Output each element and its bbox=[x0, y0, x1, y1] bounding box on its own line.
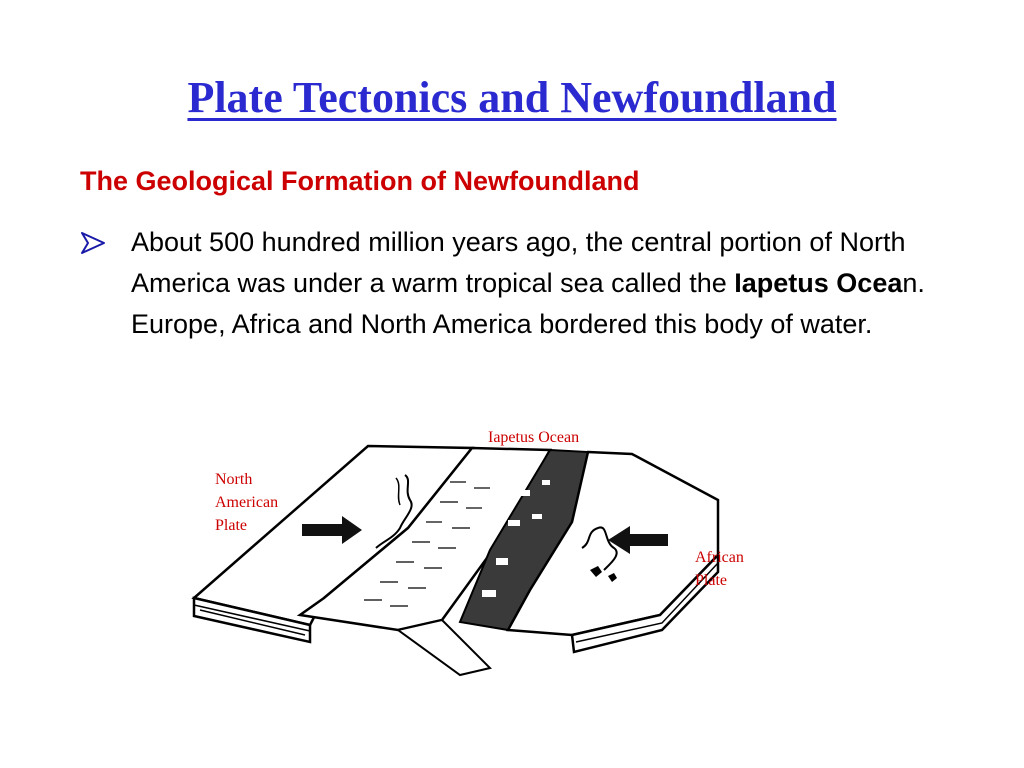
slide-title bbox=[0, 70, 1024, 126]
label-african-plate bbox=[695, 546, 775, 592]
slide-title-text: Plate Tectonics and Newfoundland bbox=[187, 73, 837, 122]
slide-subtitle: The Geological Formation of Newfoundland bbox=[80, 166, 640, 196]
arrow-bullet-icon bbox=[80, 232, 106, 254]
bullet-text-part-2: n. Europe, Africa and North America bordered this body of water. bbox=[131, 268, 925, 339]
label-north-line-1: North bbox=[215, 471, 253, 488]
label-iapetus-ocean: Iapetus Ocean bbox=[488, 429, 580, 446]
label-north-line-3: Plate bbox=[215, 517, 247, 534]
bullet-text-part-1: About 500 hundred million years ago, the central portion of North America was under a warm tropical sea called the bbox=[131, 227, 906, 298]
bullet-text-bold: Iapetus Ocea bbox=[734, 268, 903, 298]
label-african-line-2: Plate bbox=[695, 572, 727, 589]
label-african-line-1: African bbox=[695, 549, 744, 566]
label-north-american-plate bbox=[215, 468, 325, 537]
label-north-line-2: American bbox=[215, 494, 279, 511]
bullet-text bbox=[131, 222, 991, 345]
